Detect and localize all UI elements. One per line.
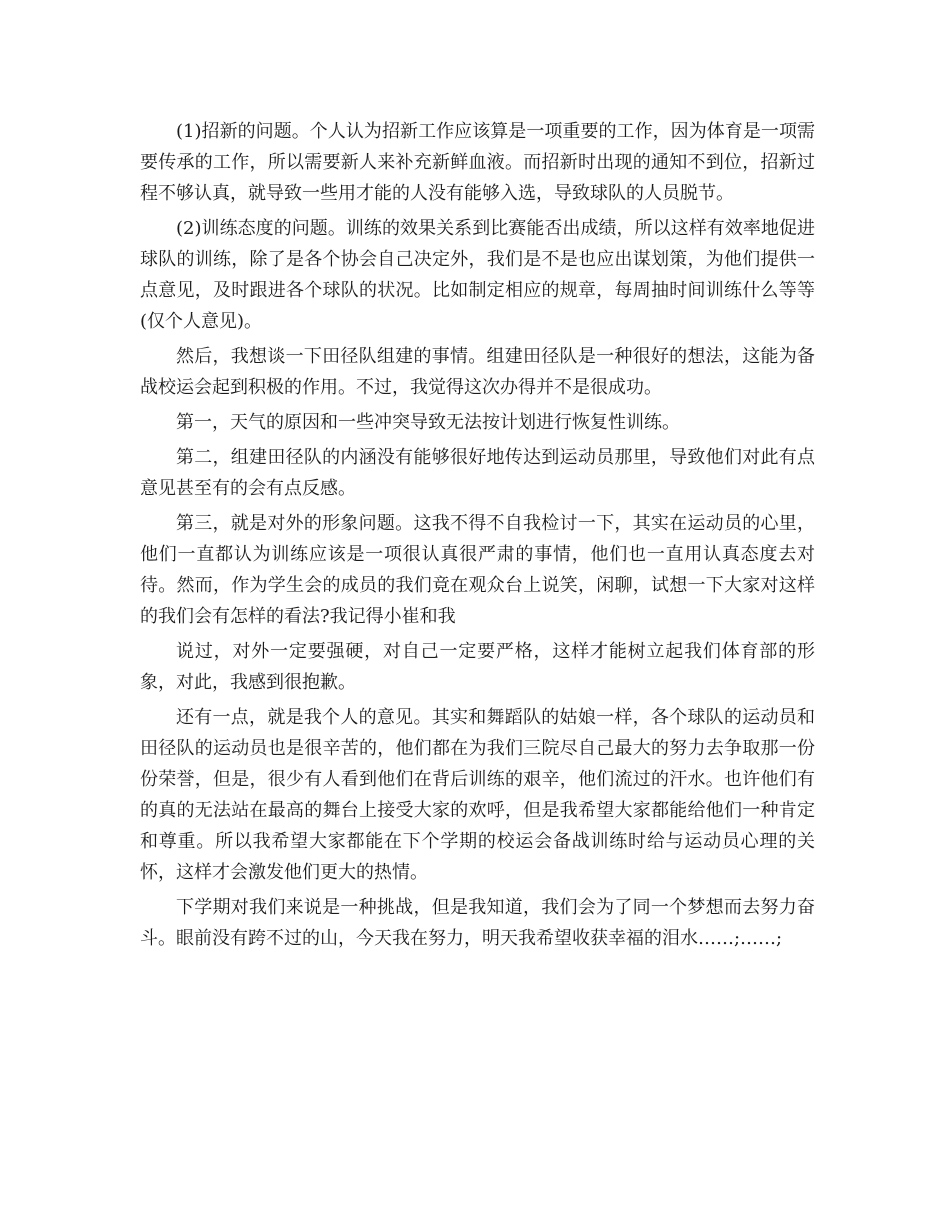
document-body (140, 116, 815, 958)
paragraph-point-three-continued: 说过，对外一定要强硬，对自己一定要严格，这样才能树立起我们体育部的形象，对此，我感到很抱歉。 (140, 641, 815, 693)
paragraph-point-two: 第二，组建田径队的内涵没有能够很好地传达到运动员那里，导致他们对此有点意见甚至有的会有点反感。 (140, 447, 815, 499)
paragraph-point-one: 第一，天气的原因和一些冲突导致无法按计划进行恢复性训练。 (176, 412, 680, 433)
paragraph-personal-opinion: 还有一点，就是我个人的意见。其实和舞蹈队的姑娘一样，各个球队的运动员和田径队的运动员也是很辛苦的，他们都在为我们三院尽自己最大的努力去争取那一份份荣誉，但是，很少有人看到他们在背后训练的艰辛，他们流过的汗水。也许他们有的真的无法站在最高的舞台上接受大家的欢呼，但是我希望大家都能给他们一种肯定和尊重。所以我希望大家都能在下个学期的校运会备战训练时给与运动员心理的关怀，这样才会激发他们更大的热情。 (140, 707, 815, 883)
paragraph-recruitment: (1)招新的问题。个人认为招新工作应该算是一项重要的工作，因为体育是一项需要传承的工作，所以需要新人来补充新鲜血液。而招新时出现的通知不到位，招新过程不够认真，就导致一些用才能的人没有能够入选，导致球队的人员脱节。 (140, 121, 815, 204)
paragraph-training-attitude: (2)训练态度的问题。训练的效果关系到比赛能否出成绩，所以这样有效率地促进球队的训练，除了是各个协会自己决定外，我们是不是也应出谋划策，为他们提供一点意见，及时跟进各个球队的状况。比如制定相应的规章，每周抽时间训练什么等等(仅个人意见)。 (140, 218, 815, 332)
paragraph-track-team: 然后，我想谈一下田径队组建的事情。组建田径队是一种很好的想法，这能为备战校运会起到积极的作用。不过，我觉得这次办得并不是很成功。 (140, 346, 815, 398)
paragraph-closing: 下学期对我们来说是一种挑战，但是我知道，我们会为了同一个梦想而去努力奋斗。眼前没有跨不过的山，今天我在努力，明天我希望收获幸福的泪水……;……; (140, 897, 815, 949)
paragraph-point-three: 第三，就是对外的形象问题。这我不得不自我检讨一下，其实在运动员的心里，他们一直都认为训练应该是一项很认真很严肃的事情，他们也一直用认真态度去对待。然而，作为学生会的成员的我们竟在观众台上说笑，闲聊，试想一下大家对这样的我们会有怎样的看法?我记得小崔和我 (140, 513, 815, 627)
